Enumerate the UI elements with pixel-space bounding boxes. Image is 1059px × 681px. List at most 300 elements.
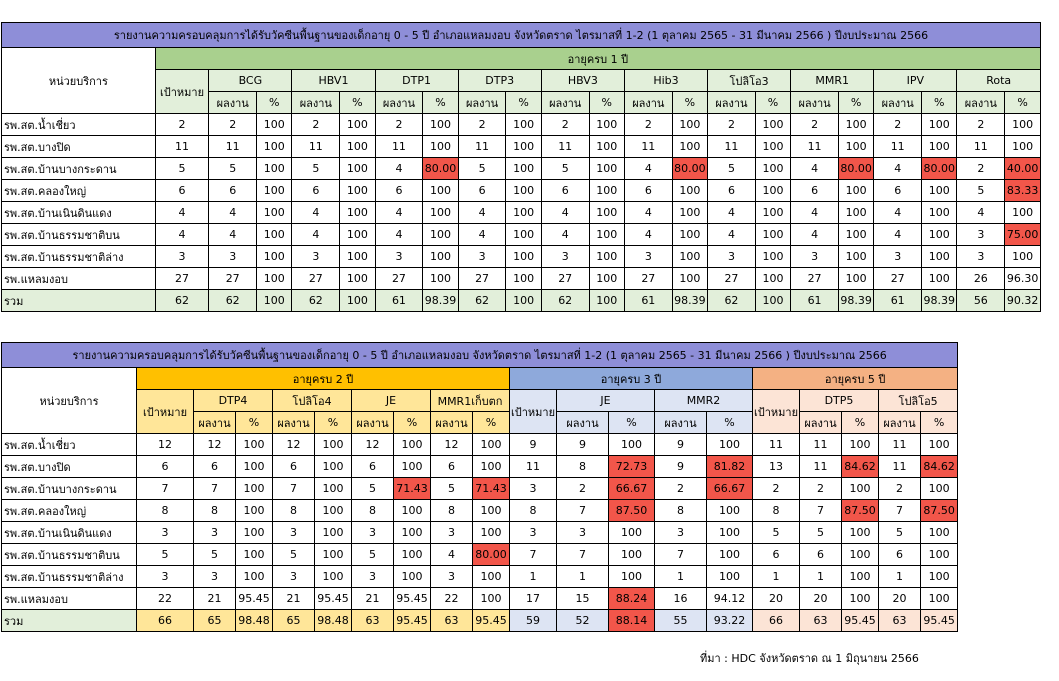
data-cell: 84.62 xyxy=(842,456,879,478)
data-cell: 3 xyxy=(194,522,236,544)
result-subheader: ผลงาน xyxy=(791,92,839,114)
data-cell: 100 xyxy=(589,202,624,224)
data-cell: 2 xyxy=(557,478,609,500)
vaccine-header: JE xyxy=(352,390,431,412)
data-cell: 4 xyxy=(791,224,839,246)
data-cell: 100 xyxy=(315,478,352,500)
data-cell: 100 xyxy=(838,136,873,158)
data-cell: 1 xyxy=(879,566,921,588)
data-cell: 100 xyxy=(257,114,292,136)
data-cell: 9 xyxy=(655,456,707,478)
unit-name: รพ.สต.บางปิด xyxy=(2,136,156,158)
data-cell: 4 xyxy=(708,202,756,224)
data-cell: 100 xyxy=(838,268,873,290)
unit-name: รพ.สต.บ้านบางกระดาน xyxy=(2,478,137,500)
data-cell: 2 xyxy=(155,114,209,136)
data-cell: 100 xyxy=(315,434,352,456)
data-cell: 100 xyxy=(755,246,790,268)
data-cell: 100 xyxy=(921,522,958,544)
data-cell: 3 xyxy=(957,246,1005,268)
data-cell: 100 xyxy=(609,522,655,544)
data-cell: 21 xyxy=(273,588,315,610)
result-subheader: ผลงาน xyxy=(800,412,842,434)
percent-subheader: % xyxy=(473,412,510,434)
result-subheader: ผลงาน xyxy=(557,412,609,434)
data-cell: 3 xyxy=(541,246,589,268)
data-cell: 4 xyxy=(874,158,922,180)
data-cell: 88.14 xyxy=(609,610,655,632)
vaccine-header: Rota xyxy=(957,70,1041,92)
table1-title: รายงานความครอบคลุมการได้รับวัคซีนพื้นฐานของเด็กอายุ 0 - 5 ปี อำเภอแหลมงอบ จังหวัดตราด ไตรมาสที่ 1-2 (1 ตุลาคม 2565 - 31 มีนาคม 2566 ) ปีงบประมาณ 2566 xyxy=(2,23,1041,48)
data-cell: 11 xyxy=(458,136,506,158)
data-cell: 4 xyxy=(624,158,672,180)
data-cell: 66 xyxy=(753,610,800,632)
percent-subheader: % xyxy=(315,412,352,434)
data-cell: 100 xyxy=(842,588,879,610)
data-cell: 1 xyxy=(510,566,557,588)
data-cell: 11 xyxy=(375,136,423,158)
percent-subheader: % xyxy=(707,412,753,434)
data-cell: 8 xyxy=(137,500,194,522)
data-cell: 100 xyxy=(589,246,624,268)
data-cell: 100 xyxy=(842,478,879,500)
data-cell: 100 xyxy=(473,588,510,610)
data-cell: 100 xyxy=(755,290,790,312)
data-cell: 4 xyxy=(458,202,506,224)
data-cell: 100 xyxy=(423,114,458,136)
data-cell: 1 xyxy=(655,566,707,588)
result-subheader: ผลงาน xyxy=(273,412,315,434)
data-cell: 21 xyxy=(194,588,236,610)
data-cell: 80.00 xyxy=(473,544,510,566)
data-cell: 100 xyxy=(423,268,458,290)
data-cell: 11 xyxy=(541,136,589,158)
data-cell: 100 xyxy=(340,290,375,312)
unit-name: รพ.สต.บ้านเนินดินแดง xyxy=(2,522,137,544)
data-cell: 61 xyxy=(874,290,922,312)
data-cell: 100 xyxy=(315,566,352,588)
data-cell: 100 xyxy=(257,158,292,180)
data-cell: 98.39 xyxy=(922,290,957,312)
data-cell: 100 xyxy=(1005,136,1041,158)
data-cell: 62 xyxy=(292,290,340,312)
data-cell: 100 xyxy=(315,456,352,478)
data-cell: 100 xyxy=(707,500,753,522)
data-cell: 1 xyxy=(557,566,609,588)
data-cell: 100 xyxy=(236,478,273,500)
data-cell: 5 xyxy=(273,544,315,566)
data-cell: 1 xyxy=(753,566,800,588)
data-cell: 3 xyxy=(273,522,315,544)
data-cell: 100 xyxy=(394,522,431,544)
data-cell: 5 xyxy=(800,522,842,544)
data-cell: 100 xyxy=(506,224,541,246)
data-cell: 100 xyxy=(589,114,624,136)
percent-subheader: % xyxy=(838,92,873,114)
data-cell: 4 xyxy=(541,202,589,224)
unit-name: รพ.สต.บ้านธรรมชาติบน xyxy=(2,224,156,246)
vaccine-header: MMR1 xyxy=(791,70,874,92)
data-cell: 6 xyxy=(375,180,423,202)
data-cell: 100 xyxy=(921,544,958,566)
data-cell: 5 xyxy=(352,478,394,500)
data-cell: 11 xyxy=(957,136,1005,158)
data-cell: 95.45 xyxy=(315,588,352,610)
vaccine-header: IPV xyxy=(874,70,957,92)
data-cell: 100 xyxy=(755,136,790,158)
data-cell: 11 xyxy=(292,136,340,158)
data-cell: 4 xyxy=(375,224,423,246)
data-cell: 100 xyxy=(315,522,352,544)
data-cell: 5 xyxy=(541,158,589,180)
data-cell: 20 xyxy=(800,588,842,610)
data-cell: 62 xyxy=(541,290,589,312)
data-cell: 98.39 xyxy=(838,290,873,312)
source-note: ที่มา : HDC จังหวัดตราด ณ 1 มิถุนายน 2566 xyxy=(700,652,919,665)
vaccine-header: MMR2 xyxy=(655,390,753,412)
data-cell: 87.50 xyxy=(609,500,655,522)
data-cell: 100 xyxy=(394,566,431,588)
table-row xyxy=(2,202,1041,224)
data-cell: 71.43 xyxy=(473,478,510,500)
table-row xyxy=(2,522,958,544)
data-cell: 3 xyxy=(510,522,557,544)
data-cell: 3 xyxy=(209,246,257,268)
data-cell: 95.45 xyxy=(236,588,273,610)
unit-name: รวม xyxy=(2,610,137,632)
data-cell: 71.43 xyxy=(394,478,431,500)
data-cell: 7 xyxy=(510,544,557,566)
data-cell: 12 xyxy=(431,434,473,456)
data-cell: 61 xyxy=(375,290,423,312)
result-subheader: ผลงาน xyxy=(375,92,423,114)
data-cell: 6 xyxy=(624,180,672,202)
data-cell: 100 xyxy=(921,566,958,588)
unit-name: รพ.สต.คลองใหญ่ xyxy=(2,180,156,202)
table2-title: รายงานความครอบคลุมการได้รับวัคซีนพื้นฐานของเด็กอายุ 0 - 5 ปี อำเภอแหลมงอบ จังหวัดตราด ไตรมาสที่ 1-2 (1 ตุลาคม 2565 - 31 มีนาคม 2566 ) ปีงบประมาณ 2566 xyxy=(2,343,958,368)
data-cell: 13 xyxy=(753,456,800,478)
data-cell: 100 xyxy=(506,158,541,180)
data-cell: 17 xyxy=(510,588,557,610)
data-cell: 100 xyxy=(707,566,753,588)
data-cell: 4 xyxy=(209,202,257,224)
table-row xyxy=(2,588,958,610)
data-cell: 100 xyxy=(838,202,873,224)
data-cell: 2 xyxy=(708,114,756,136)
percent-subheader: % xyxy=(609,412,655,434)
data-cell: 100 xyxy=(257,202,292,224)
data-cell: 9 xyxy=(510,434,557,456)
data-cell: 100 xyxy=(672,136,707,158)
data-cell: 63 xyxy=(800,610,842,632)
table-row xyxy=(2,268,1041,290)
data-cell: 100 xyxy=(394,434,431,456)
data-cell: 5 xyxy=(431,478,473,500)
data-cell: 12 xyxy=(352,434,394,456)
data-cell: 3 xyxy=(194,566,236,588)
unit-name: รพ.สต.บ้านเนินดินแดง xyxy=(2,202,156,224)
data-cell: 4 xyxy=(957,202,1005,224)
data-cell: 100 xyxy=(672,180,707,202)
data-cell: 66.67 xyxy=(707,478,753,500)
result-subheader: ผลงาน xyxy=(957,92,1005,114)
data-cell: 100 xyxy=(473,522,510,544)
data-cell: 65 xyxy=(273,610,315,632)
data-cell: 3 xyxy=(874,246,922,268)
data-cell: 100 xyxy=(707,434,753,456)
data-cell: 63 xyxy=(431,610,473,632)
data-cell: 6 xyxy=(155,180,209,202)
data-cell: 11 xyxy=(879,434,921,456)
data-cell: 26 xyxy=(957,268,1005,290)
unit-name: รพ.สต.น้ำเชี่ยว xyxy=(2,434,137,456)
data-cell: 11 xyxy=(624,136,672,158)
data-cell: 100 xyxy=(672,202,707,224)
vaccine-header: BCG xyxy=(209,70,292,92)
table-row xyxy=(2,224,1041,246)
data-cell: 81.82 xyxy=(707,456,753,478)
data-cell: 98.39 xyxy=(672,290,707,312)
data-cell: 4 xyxy=(375,202,423,224)
data-cell: 100 xyxy=(340,158,375,180)
data-cell: 100 xyxy=(672,268,707,290)
data-cell: 6 xyxy=(458,180,506,202)
vaccine-header: HBV1 xyxy=(292,70,375,92)
data-cell: 100 xyxy=(755,224,790,246)
data-cell: 11 xyxy=(510,456,557,478)
percent-subheader: % xyxy=(922,92,957,114)
data-cell: 6 xyxy=(791,180,839,202)
data-cell: 2 xyxy=(655,478,707,500)
vaccine-header: DTP3 xyxy=(458,70,541,92)
data-cell: 2 xyxy=(541,114,589,136)
data-cell: 100 xyxy=(589,268,624,290)
data-cell: 100 xyxy=(315,544,352,566)
data-cell: 3 xyxy=(655,522,707,544)
data-cell: 100 xyxy=(236,544,273,566)
percent-subheader: % xyxy=(1005,92,1041,114)
data-cell: 7 xyxy=(800,500,842,522)
data-cell: 100 xyxy=(473,456,510,478)
data-cell: 100 xyxy=(755,268,790,290)
data-cell: 21 xyxy=(352,588,394,610)
data-cell: 1 xyxy=(800,566,842,588)
data-cell: 100 xyxy=(921,434,958,456)
data-cell: 4 xyxy=(791,158,839,180)
data-cell: 100 xyxy=(1005,202,1041,224)
table-row xyxy=(2,434,958,456)
data-cell: 100 xyxy=(423,180,458,202)
data-cell: 100 xyxy=(609,434,655,456)
data-cell: 100 xyxy=(672,224,707,246)
data-cell: 100 xyxy=(589,158,624,180)
data-cell: 11 xyxy=(791,136,839,158)
result-subheader: ผลงาน xyxy=(879,412,921,434)
data-cell: 3 xyxy=(292,246,340,268)
unit-name: รพ.สต.บ้านธรรมชาติล่าง xyxy=(2,566,137,588)
data-cell: 8 xyxy=(557,456,609,478)
data-cell: 100 xyxy=(257,180,292,202)
table-row xyxy=(2,246,1041,268)
data-cell: 100 xyxy=(922,180,957,202)
data-cell: 100 xyxy=(672,246,707,268)
unit-header: หน่วยบริการ xyxy=(2,368,137,434)
data-cell: 100 xyxy=(257,268,292,290)
vaccine-header: JE xyxy=(557,390,655,412)
data-cell: 2 xyxy=(957,114,1005,136)
data-cell: 6 xyxy=(194,456,236,478)
vaccine-header: โปลิโอ5 xyxy=(879,390,958,412)
data-cell: 100 xyxy=(506,290,541,312)
percent-subheader: % xyxy=(506,92,541,114)
data-cell: 5 xyxy=(194,544,236,566)
data-cell: 100 xyxy=(707,522,753,544)
data-cell: 4 xyxy=(375,158,423,180)
age3-header: อายุครบ 3 ปี xyxy=(510,368,753,390)
data-cell: 6 xyxy=(352,456,394,478)
data-cell: 27 xyxy=(624,268,672,290)
percent-subheader: % xyxy=(340,92,375,114)
data-cell: 9 xyxy=(557,434,609,456)
unit-name: รวม xyxy=(2,290,156,312)
data-cell: 5 xyxy=(753,522,800,544)
data-cell: 100 xyxy=(473,434,510,456)
data-cell: 8 xyxy=(194,500,236,522)
vaccine-header: DTP4 xyxy=(194,390,273,412)
data-cell: 98.48 xyxy=(315,610,352,632)
data-cell: 2 xyxy=(800,478,842,500)
data-cell: 7 xyxy=(557,500,609,522)
data-cell: 4 xyxy=(458,224,506,246)
data-cell: 100 xyxy=(842,434,879,456)
data-cell: 4 xyxy=(155,224,209,246)
unit-name: รพ.สต.คลองใหญ่ xyxy=(2,500,137,522)
data-cell: 4 xyxy=(708,224,756,246)
data-cell: 100 xyxy=(473,566,510,588)
data-cell: 100 xyxy=(755,114,790,136)
unit-name: รพ.แหลมงอบ xyxy=(2,268,156,290)
data-cell: 72.73 xyxy=(609,456,655,478)
age-group-header: อายุครบ 1 ปี xyxy=(155,48,1040,70)
data-cell: 4 xyxy=(791,202,839,224)
target-header: เป้าหมาย xyxy=(753,390,800,434)
data-cell: 8 xyxy=(655,500,707,522)
percent-subheader: % xyxy=(842,412,879,434)
data-cell: 100 xyxy=(838,246,873,268)
data-cell: 20 xyxy=(879,588,921,610)
result-subheader: ผลงาน xyxy=(352,412,394,434)
unit-name: รพ.แหลมงอบ xyxy=(2,588,137,610)
unit-name: รพ.สต.บ้านบางกระดาน xyxy=(2,158,156,180)
data-cell: 100 xyxy=(236,456,273,478)
data-cell: 100 xyxy=(922,246,957,268)
data-cell: 27 xyxy=(209,268,257,290)
data-cell: 100 xyxy=(506,114,541,136)
data-cell: 62 xyxy=(458,290,506,312)
data-cell: 8 xyxy=(753,500,800,522)
data-cell: 6 xyxy=(708,180,756,202)
data-cell: 6 xyxy=(879,544,921,566)
data-cell: 3 xyxy=(708,246,756,268)
data-cell: 95.45 xyxy=(473,610,510,632)
data-cell: 100 xyxy=(921,478,958,500)
data-cell: 8 xyxy=(431,500,473,522)
data-cell: 87.50 xyxy=(842,500,879,522)
data-cell: 6 xyxy=(137,456,194,478)
data-cell: 4 xyxy=(874,224,922,246)
data-cell: 3 xyxy=(375,246,423,268)
percent-subheader: % xyxy=(423,92,458,114)
data-cell: 88.24 xyxy=(609,588,655,610)
data-cell: 8 xyxy=(510,500,557,522)
data-cell: 100 xyxy=(340,224,375,246)
data-cell: 98.39 xyxy=(423,290,458,312)
data-cell: 5 xyxy=(352,544,394,566)
data-cell: 4 xyxy=(155,202,209,224)
data-cell: 8 xyxy=(352,500,394,522)
data-cell: 61 xyxy=(624,290,672,312)
data-cell: 84.62 xyxy=(921,456,958,478)
coverage-table-age1 xyxy=(1,22,1041,312)
data-cell: 100 xyxy=(838,114,873,136)
vaccine-header: HBV3 xyxy=(541,70,624,92)
data-cell: 27 xyxy=(375,268,423,290)
table-row xyxy=(2,114,1041,136)
data-cell: 11 xyxy=(209,136,257,158)
percent-subheader: % xyxy=(394,412,431,434)
data-cell: 3 xyxy=(352,522,394,544)
data-cell: 11 xyxy=(708,136,756,158)
data-cell: 80.00 xyxy=(838,158,873,180)
unit-header: หน่วยบริการ xyxy=(2,48,156,114)
result-subheader: ผลงาน xyxy=(655,412,707,434)
result-subheader: ผลงาน xyxy=(624,92,672,114)
unit-name: รพ.สต.บ้านธรรมชาติบน xyxy=(2,544,137,566)
data-cell: 27 xyxy=(791,268,839,290)
data-cell: 3 xyxy=(957,224,1005,246)
data-cell: 100 xyxy=(423,246,458,268)
vaccine-header: โปลิโอ3 xyxy=(708,70,791,92)
data-cell: 100 xyxy=(609,566,655,588)
data-cell: 87.50 xyxy=(921,500,958,522)
target-header: เป้าหมาย xyxy=(155,70,209,114)
data-cell: 100 xyxy=(842,522,879,544)
data-cell: 12 xyxy=(137,434,194,456)
percent-subheader: % xyxy=(257,92,292,114)
percent-subheader: % xyxy=(236,412,273,434)
data-cell: 7 xyxy=(655,544,707,566)
data-cell: 100 xyxy=(755,180,790,202)
data-cell: 100 xyxy=(755,158,790,180)
data-cell: 62 xyxy=(209,290,257,312)
data-cell: 100 xyxy=(922,224,957,246)
data-cell: 100 xyxy=(236,434,273,456)
data-cell: 100 xyxy=(340,202,375,224)
data-cell: 3 xyxy=(155,246,209,268)
data-cell: 27 xyxy=(155,268,209,290)
data-cell: 100 xyxy=(707,544,753,566)
data-cell: 11 xyxy=(879,456,921,478)
data-cell: 100 xyxy=(842,544,879,566)
data-cell: 12 xyxy=(194,434,236,456)
data-cell: 7 xyxy=(557,544,609,566)
data-cell: 62 xyxy=(155,290,209,312)
data-cell: 2 xyxy=(879,478,921,500)
data-cell: 100 xyxy=(838,224,873,246)
percent-subheader: % xyxy=(589,92,624,114)
data-cell: 100 xyxy=(589,290,624,312)
data-cell: 59 xyxy=(510,610,557,632)
